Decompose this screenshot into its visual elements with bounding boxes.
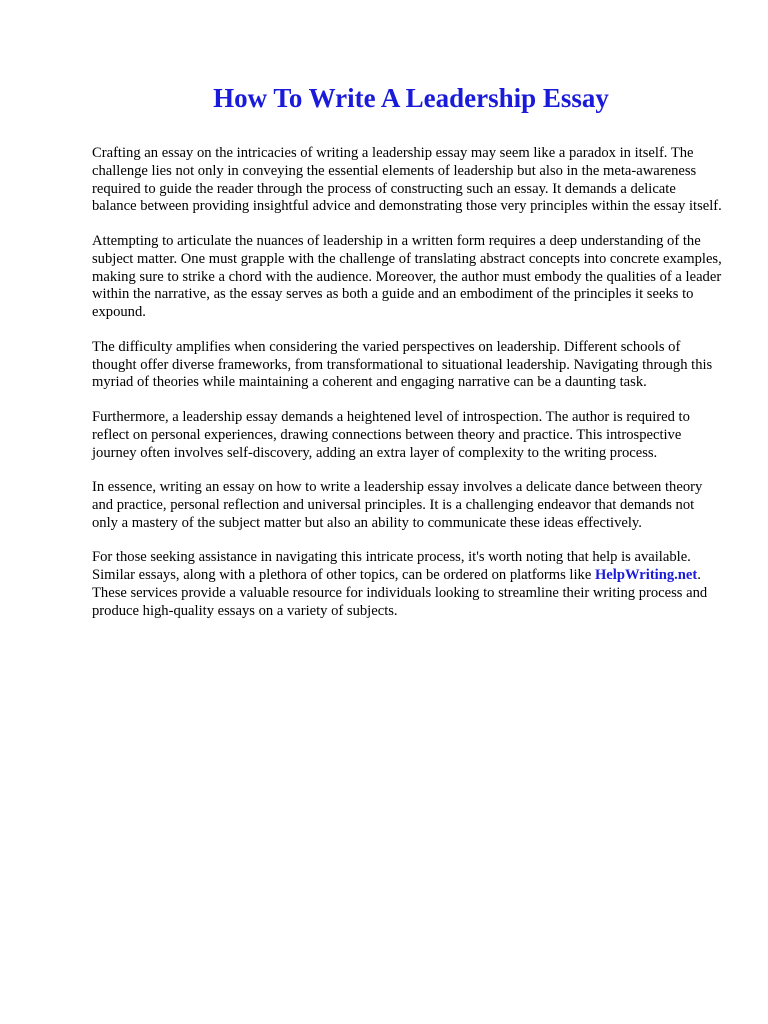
paragraph-2: Attempting to articulate the nuances of leadership in a written form requires a deep understanding of the subject matter. One must grapple with the challenge of translating abstract concepts into concrete examples, making sure to strike a chord with the audience. Moreover, the author must embody the qualities of a leader within the narrative, as the essay serves as both a guide and an embodiment of the principles it seeks to expound.	[92, 232, 722, 321]
paragraph-6-after-link: . These services provide a valuable resource for individuals looking to streamline their writing process and produce high-quality essays on a variety of subjects.	[92, 567, 708, 619]
paragraph-4: Furthermore, a leadership essay demands a heightened level of introspection. The author is required to reflect on personal experiences, drawing connections between theory and practice. This introspective journey often involves self-discovery, adding an extra layer of complexity to the writing process.	[92, 408, 690, 461]
paragraph-6-before-link: For those seeking assistance in navigating this intricate process, it's worth noting that help is available. Similar essays, along with a plethora of other topics, can be ordered on platforms like	[92, 549, 691, 584]
helpwriting-link[interactable]: HelpWriting.net	[594, 567, 698, 584]
paragraph-1: Crafting an essay on the intricacies of writing a leadership essay may seem like a paradox in itself. The challenge lies not only in conveying the essential elements of leadership but also in the meta-awareness required to guide the reader through the process of constructing such an essay. It demands a delicate balance between providing insightful advice and demonstrating those very principles within the essay itself.	[92, 145, 722, 215]
paragraph-6	[92, 549, 722, 620]
document-title: How To Write A Leadership Essay	[213, 83, 609, 113]
document-body	[92, 145, 722, 637]
paragraph-3: The difficulty amplifies when considering the varied perspectives on leadership. Different schools of thought offer diverse frameworks, from transformational to situational leadership. Navigating through this myriad of theories while maintaining a coherent and engaging narrative can be a daunting task.	[92, 338, 713, 391]
paragraph-5: In essence, writing an essay on how to write a leadership essay involves a delicate dance between theory and practice, personal reflection and universal principles. It is a challenging endeavor that demands not only a mastery of the subject matter but also an ability to communicate these ideas effectively.	[92, 479, 703, 531]
